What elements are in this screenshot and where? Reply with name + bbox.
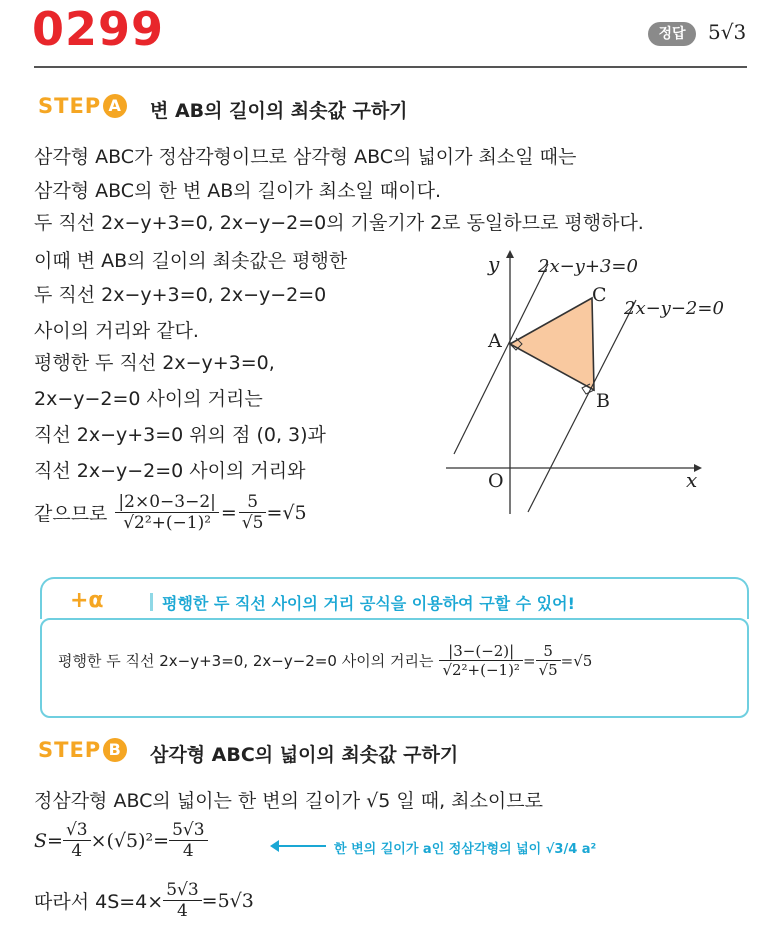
tip-num: |3−(−2)| <box>439 642 523 661</box>
line-2-label: 2x−y−2=0 <box>624 298 724 319</box>
answer-badge: 정답 <box>648 22 696 46</box>
tip-den: √2²+(−1)² <box>442 661 520 679</box>
x-label: x <box>686 468 698 492</box>
final-num: 5√3 <box>163 880 201 901</box>
origin-label: O <box>488 470 504 492</box>
arrow-left-icon <box>270 840 279 852</box>
formula-mid-den: √5 <box>241 513 264 533</box>
step-a-line-5: 두 직선 2x−y+3=0, 2x−y−2=0 <box>34 284 327 306</box>
step-b-text: STEP <box>38 738 102 762</box>
final-prefix: 따라서 4S=4× <box>34 891 164 913</box>
tip-mid-num: 5 <box>536 642 561 661</box>
arrow-line <box>276 845 326 847</box>
header-divider <box>34 66 747 68</box>
y-label: y <box>488 252 500 276</box>
area-note: 한 변의 길이가 a인 정삼각형의 넓이 √3/4 a² <box>334 842 597 857</box>
step-a-circle: A <box>103 94 127 118</box>
final-frac <box>163 880 201 921</box>
formula-result: =√5 <box>266 501 307 524</box>
step-a-line-6: 사이의 거리와 같다. <box>34 320 199 342</box>
step-a-line-9: 직선 2x−y+3=0 위의 점 (0, 3)과 <box>34 424 326 446</box>
s-num2: 5√3 <box>169 820 207 841</box>
step-b-line-1: 정삼각형 ABC의 넓이는 한 변의 길이가 √5 일 때, 최소이므로 <box>34 790 543 812</box>
s-mid: ×(√5)²= <box>90 829 170 852</box>
point-a-label: A <box>488 330 502 352</box>
s-den2: 4 <box>182 841 194 861</box>
step-a-line-1: 삼각형 ABC가 정삼각형이므로 삼각형 ABC의 넓이가 최소일 때는 <box>34 146 577 168</box>
tip-text: 평행한 두 직선 2x−y+3=0, 2x−y−2=0 사이의 거리는 <box>58 652 434 670</box>
s-prefix: S= <box>34 829 63 852</box>
tip-formula: 평행한 두 직선 2x−y+3=0, 2x−y−2=0 사이의 거리는 $\frac{|3-(-2)|}{\text{√2²+(−1)²}}$ = $\frac{5}{√5}$ =√5 <box>58 642 593 679</box>
formula-mid-num: 5 <box>239 492 267 513</box>
s-frac-1 <box>63 820 91 861</box>
step-a-line-8: 2x−y−2=0 사이의 거리는 <box>34 388 263 410</box>
line-1 <box>454 264 548 454</box>
tip-result: =√5 <box>560 651 593 670</box>
point-c-label: C <box>592 284 607 306</box>
formula-num: |2×0−3−2| <box>115 492 218 513</box>
step-a-line-7: 평행한 두 직선 2x−y+3=0, <box>34 352 275 374</box>
tip-frac-2 <box>536 642 561 679</box>
step-a-title: 변 AB의 길이의 최솟값 구하기 <box>150 100 408 122</box>
final-den: 4 <box>177 901 188 921</box>
tip-frac-1 <box>439 642 523 679</box>
y-axis-arrow <box>506 250 514 258</box>
step-a-line-3: 두 직선 2x−y+3=0, 2x−y−2=0의 기울기가 2로 동일하므로 평행하다. <box>34 212 644 234</box>
formula-den: √2²+(−1)² <box>123 513 212 533</box>
formula-frac-2 <box>239 492 267 533</box>
step-b-circle: B <box>103 738 127 762</box>
step-a-line-4: 이때 변 AB의 길이의 최솟값은 평행한 <box>34 250 348 272</box>
s-frac-2 <box>169 820 207 861</box>
step-a-text: STEP <box>38 94 102 118</box>
problem-number: 0299 <box>32 2 165 56</box>
distance-formula: 같으므로 $\frac{|2\times 0-3-2|}{\text{√2²+(−1)²}}$ = $\frac{5}{√5}$ =√5 <box>34 492 307 533</box>
step-a-line-10: 직선 2x−y−2=0 사이의 거리와 <box>34 460 306 482</box>
answer-value: 5√3 <box>708 20 747 44</box>
tip-divider <box>150 593 153 611</box>
s-num1: √3 <box>63 820 91 841</box>
step-a-line-2: 삼각형 ABC의 한 변 AB의 길이가 최소일 때이다. <box>34 180 441 202</box>
step-b-label <box>38 738 127 762</box>
point-b-label: B <box>596 390 610 412</box>
final-result: =5√3 <box>201 889 254 912</box>
s-den1: 4 <box>71 841 83 861</box>
tip-title: 평행한 두 직선 사이의 거리 공식을 이용하여 구할 수 있어! <box>162 594 575 613</box>
plus-alpha-icon: +α <box>70 588 104 613</box>
area-formula <box>34 820 208 861</box>
final-formula <box>34 880 254 921</box>
formula-frac-1 <box>115 492 218 533</box>
formula-prefix: 같으므로 <box>34 503 108 525</box>
step-a-label <box>38 94 127 118</box>
tip-mid-den: √5 <box>538 661 558 679</box>
line-1-label: 2x−y+3=0 <box>538 256 638 277</box>
step-b-title: 삼각형 ABC의 넓이의 최솟값 구하기 <box>150 744 459 766</box>
